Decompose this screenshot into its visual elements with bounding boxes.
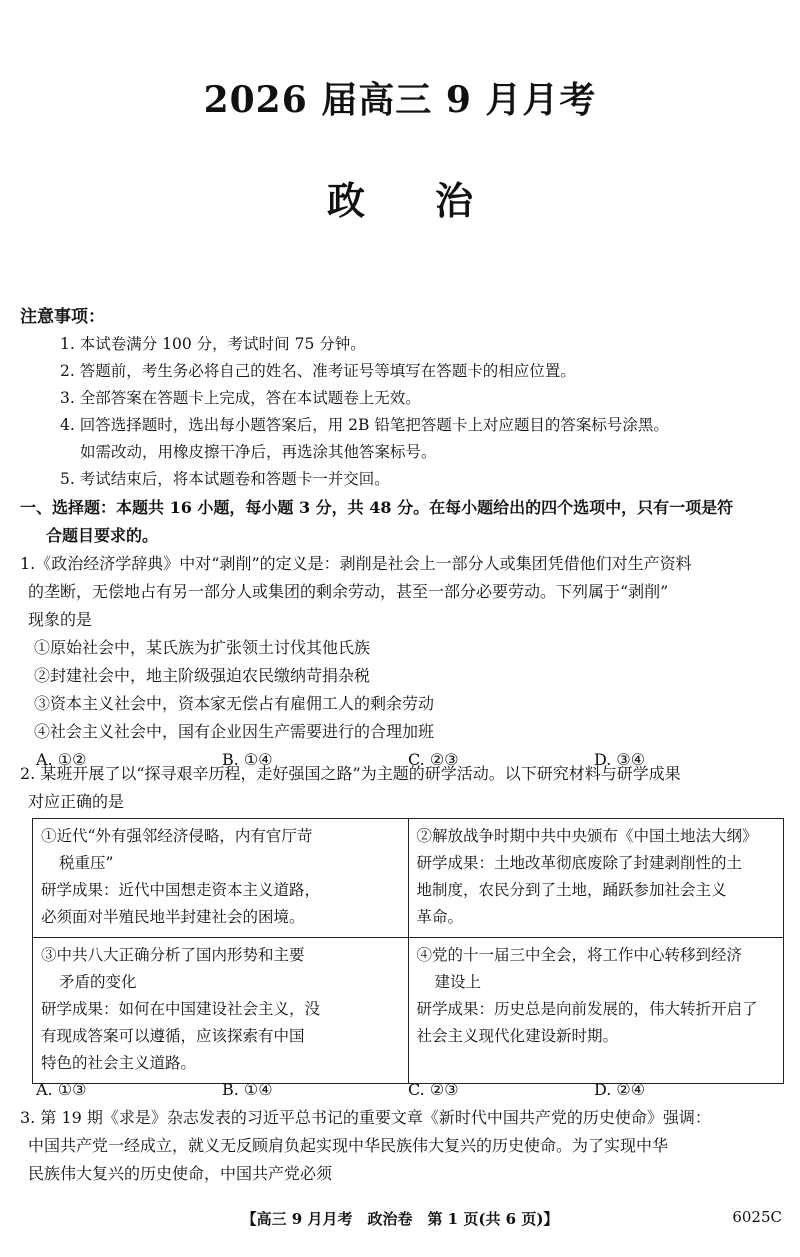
- q2-cell-3-body: 有现成答案可以遵循，应该探索有中国: [41, 1027, 305, 1045]
- q2-cell-2-body: 革命。: [416, 908, 464, 926]
- q2-cell-2-body: 地制度，农民分到了土地，踊跃参加社会主义: [416, 881, 727, 899]
- question-1: [20, 550, 790, 774]
- q2-cell-2-head: ②解放战争时期中共中央颁布《中国土地法大纲》: [416, 827, 758, 845]
- q2-choice-d: D. ②④: [594, 1080, 646, 1099]
- footer-page-info: 【高三 9 月月考 政治卷 第 1 页(共 6 页)】: [241, 1210, 559, 1228]
- notice-item: 1. 本试卷满分 100 分，考试时间 75 分钟。: [60, 335, 366, 353]
- section-heading-line2: 合题目要求的。: [46, 526, 159, 545]
- q2-cell-2-body: 研学成果：土地改革彻底废除了封建剥削性的土: [416, 854, 743, 872]
- q3-stem-line: 3. 第 19 期《求是》杂志发表的习近平总书记的重要文章《新时代中国共产党的历史使命》强调：: [20, 1108, 711, 1127]
- q2-choice-c: C. ②③: [408, 1080, 459, 1099]
- exam-title: 2026 届高三 9 月月考: [203, 79, 597, 121]
- q1-option: ④社会主义社会中，国有企业因生产需要进行的合理加班: [34, 722, 435, 741]
- q2-cell-1-head: ①近代“外有强邻经济侵略，内有官厅苛: [41, 827, 313, 845]
- notice-item: 2. 答题前，考生务必将自己的姓名、准考证号等填写在答题卡的相应位置。: [60, 362, 576, 380]
- q2-cell-4: [408, 938, 784, 1084]
- q2-cell-3-body: 特色的社会主义道路。: [41, 1054, 197, 1072]
- q2-cell-3: [33, 938, 409, 1084]
- q2-stem-line: 对应正确的是: [28, 792, 125, 811]
- q2-cell-4-head: ④党的十一届三中全会，将工作中心转移到经济: [416, 946, 743, 964]
- q1-option: ①原始社会中，某氏族为扩张领土讨伐其他氏族: [34, 638, 371, 657]
- section-heading-line1: 一、选择题：本题共 16 小题，每小题 3 分，共 48 分。在每小题给出的四个选项中，只有一项是符: [20, 498, 734, 517]
- question-2-choices: [20, 1076, 790, 1104]
- q1-stem-line: 的垄断，无偿地占有另一部分人或集团的剩余劳动，甚至一部分必要劳动。下列属于“剥削”: [28, 582, 669, 601]
- q3-stem-line: 民族伟大复兴的历史使命，中国共产党必须: [28, 1164, 333, 1183]
- q1-choice-b: B. ①④: [222, 750, 273, 769]
- q2-cell-1-body: 必须面对半殖民地半封建社会的困境。: [41, 908, 305, 926]
- q1-option: ③资本主义社会中，资本家无偿占有雇佣工人的剩余劳动: [34, 694, 435, 713]
- q2-cell-3-head: ③中共八大正确分析了国内形势和主要: [41, 946, 305, 964]
- notice-item: 4. 回答选择题时，选出每小题答案后，用 2B 铅笔把答题卡上对应题目的答案标号涂黑。: [60, 416, 669, 434]
- q2-cell-3-body: 研学成果：如何在中国建设社会主义，没: [41, 1000, 321, 1018]
- q2-material-table: [32, 818, 784, 1084]
- section-heading: [20, 494, 790, 550]
- q2-choice-a: A. ①③: [36, 1080, 87, 1099]
- question-2-stem: [20, 760, 790, 816]
- q2-stem-line: 2. 某班开展了以“探寻艰辛历程，走好强国之路”为主题的研学活动。以下研究材料与研学成果: [20, 764, 681, 783]
- q2-cell-4-body: 研学成果：历史总是向前发展的，伟大转折开启了: [416, 1000, 758, 1018]
- q3-stem-line: 中国共产党一经成立，就义无反顾肩负起实现中华民族伟大复兴的历史使命。为了实现中华: [28, 1136, 669, 1155]
- q2-choice-b: B. ①④: [222, 1080, 273, 1099]
- q2-cell-4-head: 建设上: [434, 973, 482, 991]
- q2-cell-2: [408, 819, 784, 938]
- q2-cell-3-head: 矛盾的变化: [59, 973, 137, 991]
- q2-cell-1-head: 税重压”: [59, 854, 114, 872]
- subject-title: 政治: [326, 178, 543, 223]
- q2-choices: [20, 1076, 790, 1104]
- notice-item: 5. 考试结束后，将本试题卷和答题卡一并交回。: [60, 470, 390, 488]
- q2-cell-1-body: 研学成果：近代中国想走资本主义道路，: [41, 881, 321, 899]
- q1-stem-line: 1.《政治经济学辞典》中对“剥削”的定义是：剥削是社会上一部分人或集团凭借他们对生产资料: [20, 554, 692, 573]
- q1-option: ②封建社会中，地主阶级强迫农民缴纳苛捐杂税: [34, 666, 371, 685]
- q1-choice-d: D. ③④: [594, 750, 646, 769]
- notice-item-continued: 如需改动，用橡皮擦干净后，再选涂其他答案标号。: [80, 443, 437, 461]
- question-3: [20, 1104, 790, 1188]
- notice-title: 注意事项：: [20, 307, 105, 327]
- q1-stem-line: 现象的是: [28, 610, 93, 629]
- q2-cell-4-body: 社会主义现代化建设新时期。: [416, 1027, 619, 1045]
- q1-choice-c: C. ②③: [408, 750, 459, 769]
- footer-code: 6025C: [732, 1208, 782, 1226]
- notice-item: 3. 全部答案在答题卡上完成，答在本试题卷上无效。: [60, 389, 421, 407]
- notice-block: [20, 302, 790, 493]
- q2-cell-1: [33, 819, 409, 938]
- q1-choice-a: A. ①②: [36, 750, 87, 769]
